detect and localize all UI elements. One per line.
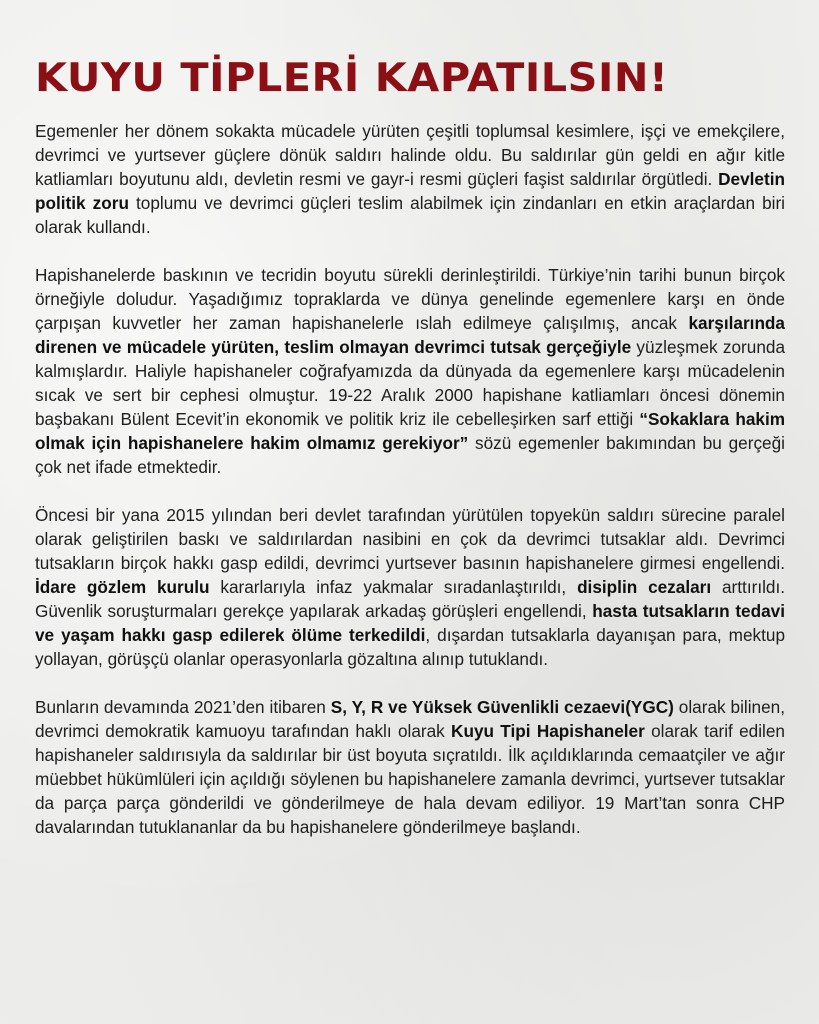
- paragraph-text: arttırıldı. Güvenlik soruşturmaları gerekçe yapılarak arkadaş görüşleri engellendi,: [35, 577, 786, 621]
- page-title: KUYU TİPLERİ KAPATILSIN!: [35, 56, 669, 101]
- bold-emphasis: disiplin cezaları: [577, 577, 712, 597]
- paragraph-text: olarak tarif edilen hapishaneler saldırısıyla da saldırılar bir üst boyuta sıçratıldı. İlk açıldıklarında cemaatçiler ve ağır müebbet hükümlüleri için açıldığı söylenen bu hapishanelere zamanla devrimci, yurtsever tutsaklar da parça parça gönderildi ve gönderilmeye de hala devam ediliyor. 19 Mart’tan sonra CHP davalarından tutuklananlar da bu hapishanelere gönderilmeye başlandı.: [35, 721, 785, 837]
- paragraph-4: [35, 695, 785, 839]
- paragraph-text: Egemenler her dönem sokakta mücadele yürüten çeşitli toplumsal kesimlere, işçi ve emekçilere, devrimci ve yurtsever güçlere dönük saldırı halinde oldu. Bu saldırılar gün geldi en ağır kitle katliamları boyutunu aldı, devletin resmi ve gayr-i resmi güçleri faşist saldırılar örgütledi.: [35, 121, 785, 189]
- paragraph-1: [35, 119, 785, 239]
- paragraph-3: [35, 503, 785, 671]
- bold-emphasis: karşılarında direnen ve mücadele yürüten, teslim olmayan devrimci tutsak gerçeğiyle: [35, 313, 785, 357]
- paragraph-text: , dışardan tutsaklarla dayanışan para, mektup yollayan, görüşçü olanlar operasyonlarla gözaltına alınıp tutuklandı.: [35, 625, 785, 669]
- paragraph-text: kararlarıyla infaz yakmalar sıradanlaştırıldı,: [209, 577, 578, 597]
- bold-emphasis: hasta tutsakların tedavi ve yaşam hakkı gasp edilerek ölüme terkedildi: [35, 601, 785, 645]
- bold-emphasis: S, Y, R ve Yüksek Güvenlikli cezaevi(YGC): [330, 697, 674, 717]
- article-body: [35, 119, 785, 863]
- paragraph-text: Öncesi bir yana 2015 yılından beri devlet tarafından yürütülen topyekün saldırı sürecine paralel olarak geliştirilen baskı ve saldırılardan nasibini en çok da devrimci tutsaklar aldı. Devrimci tutsakların birçok hakkı gasp edildi, devrimci yurtsever basının hapishanelere girmesi engellendi.: [35, 505, 785, 573]
- paragraph-2: [35, 263, 785, 479]
- paragraph-text: yüzleşmek zorunda kalmışlardır. Haliyle hapishaneler coğrafyamızda da dünyada da egemenlere karşı mücadelenin sıcak ve sert bir cephesi olmuştur. 19-22 Aralık 2000 hapishane katliamları öncesi dönemin başbakanı Bülent Ecevit’in ekonomik ve politik kriz ile cebelleşirken sarf ettiği: [35, 337, 785, 429]
- bold-emphasis: İdare gözlem kurulu: [35, 577, 210, 597]
- paragraph-text: Bunların devamında 2021’den itibaren: [35, 697, 331, 717]
- paragraph-text: sözü egemenler bakımından bu gerçeği çok net ifade etmektedir.: [35, 433, 785, 477]
- bold-quote: “Sokaklara hakim olmak için hapishanelere hakim olmamız gerekiyor”: [35, 409, 785, 453]
- paragraph-text: olarak bilinen, devrimci demokratik kamuoyu tarafından haklı olarak: [35, 697, 785, 741]
- paragraph-text: toplumu ve devrimci güçleri teslim alabilmek için zindanları en etkin araçlardan biri olarak kullandı.: [35, 193, 785, 237]
- bold-emphasis: Kuyu Tipi Hapishaneler: [451, 721, 645, 741]
- paragraph-text: Hapishanelerde baskının ve tecridin boyutu sürekli derinleştirildi. Türkiye’nin tarihi bunun birçok örneğiyle doludur. Yaşadığımız topraklarda ve dünya genelinde egemenlere karşı en önde çarpışan kuvvetler her zaman hapishanelerle ıslah edilmeye çalışılmış, ancak: [35, 265, 785, 333]
- bold-emphasis: Devletin politik zoru: [35, 169, 785, 213]
